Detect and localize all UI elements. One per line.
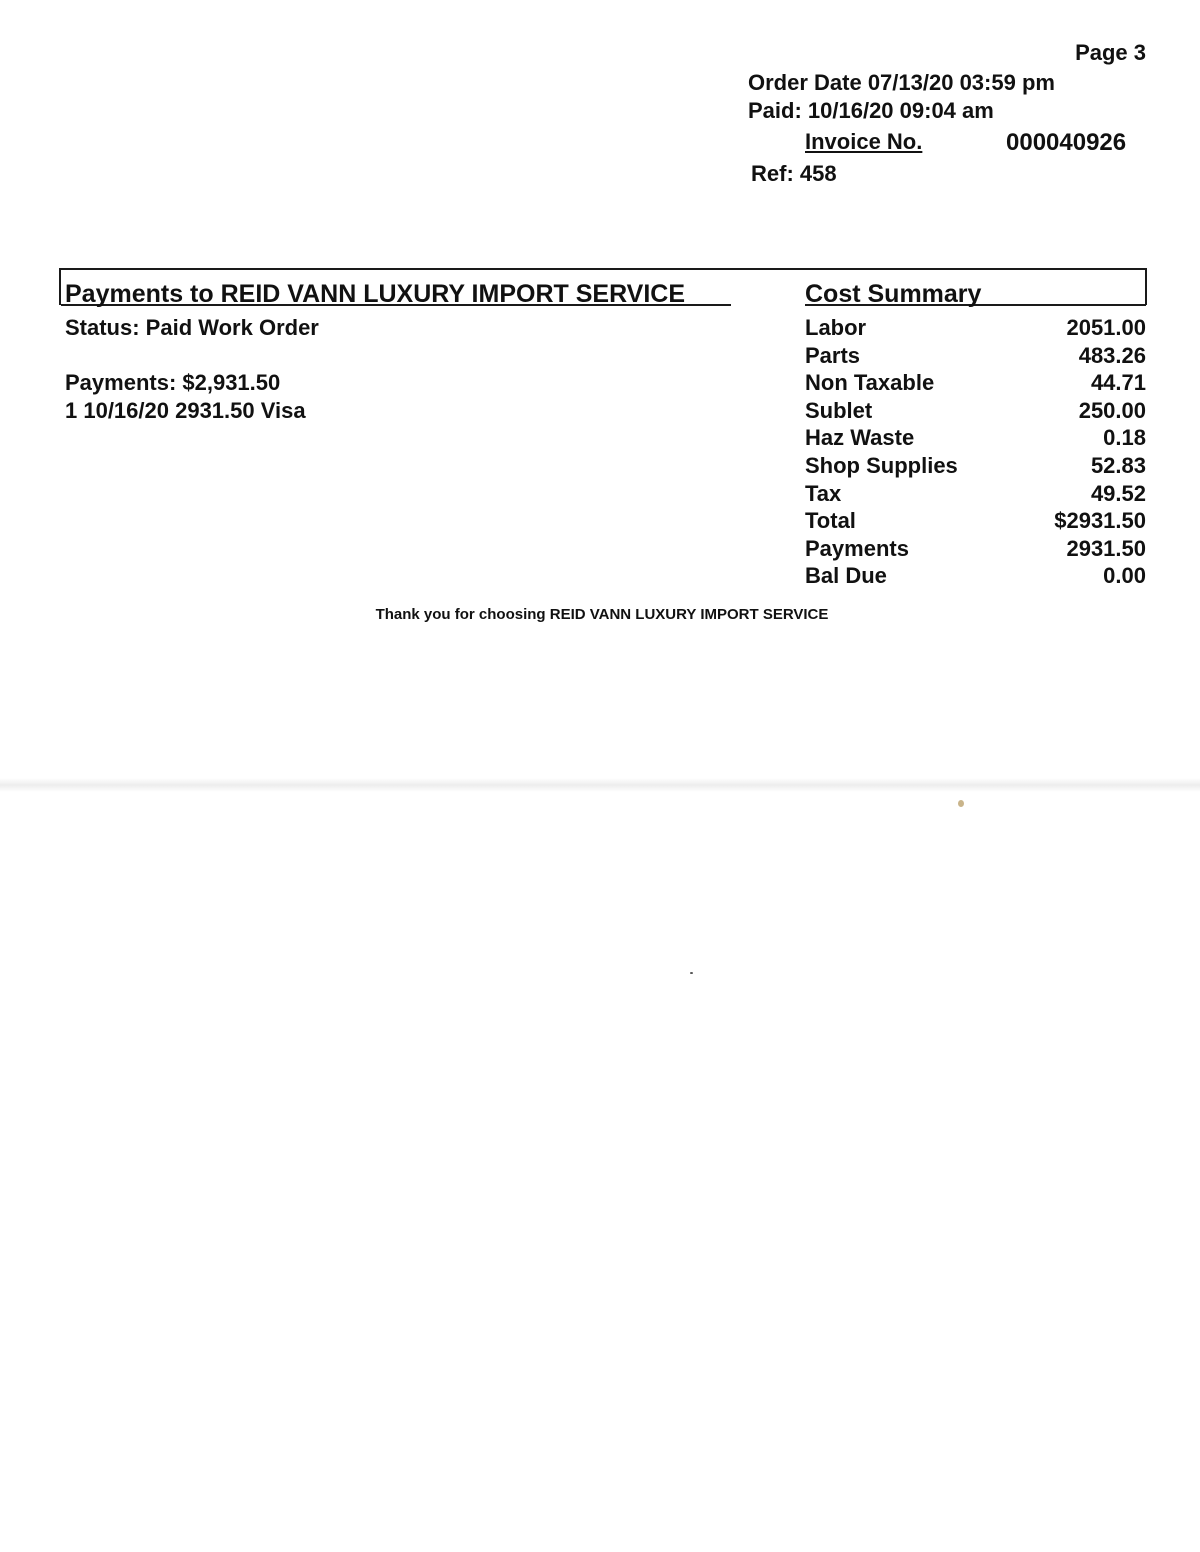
cost-value: 0.00 — [1103, 563, 1146, 589]
cost-value: 49.52 — [1090, 480, 1146, 506]
cost-label: Parts — [805, 342, 861, 368]
cost-label: Shop Supplies — [805, 452, 958, 478]
payments-heading: Payments to REID VANN LUXURY IMPORT SERVICE — [65, 280, 686, 308]
cost-row-labor — [805, 314, 1146, 342]
paid-date: Paid: 10/16/20 09:04 am — [748, 98, 994, 123]
cost-row-sublet — [805, 397, 1146, 425]
cost-value: 44.71 — [1090, 370, 1146, 396]
order-date: Order Date 07/13/20 03:59 pm — [748, 70, 1055, 95]
cost-label: Sublet — [805, 397, 873, 423]
cost-label: Bal Due — [805, 563, 887, 589]
cost-row-haz-waste — [805, 424, 1146, 452]
cost-row-non-taxable — [805, 369, 1146, 397]
cost-value: $2931.50 — [1054, 508, 1146, 534]
scan-speck — [690, 972, 693, 974]
cost-value: 2931.50 — [1066, 535, 1146, 561]
scan-speck — [958, 800, 964, 807]
cost-row-shop-supplies — [805, 452, 1146, 480]
invoice-number: 000040926 — [1006, 129, 1127, 156]
scan-streak — [0, 778, 1200, 792]
cost-value: 52.83 — [1090, 452, 1146, 478]
cost-row-total — [805, 507, 1146, 535]
page-number: Page 3 — [1075, 40, 1146, 65]
cost-label: Tax — [805, 480, 842, 506]
cost-value: 250.00 — [1078, 397, 1146, 423]
cost-label: Payments — [805, 535, 909, 561]
payment-line: 1 10/16/20 2931.50 Visa — [65, 398, 306, 423]
cost-row-tax — [805, 480, 1146, 508]
cost-row-balance-due — [805, 562, 1146, 590]
work-order-status: Status: Paid Work Order — [65, 315, 319, 340]
cost-label: Haz Waste — [805, 425, 915, 451]
cost-value: 483.26 — [1078, 342, 1146, 368]
cost-summary-heading: Cost Summary — [805, 280, 982, 308]
reference-number: Ref: 458 — [751, 161, 837, 186]
cost-label: Labor — [805, 315, 867, 340]
cost-row-parts — [805, 342, 1146, 370]
cost-summary-table — [805, 314, 1146, 590]
cost-value: 2051.00 — [1066, 315, 1146, 340]
payments-total: Payments: $2,931.50 — [65, 370, 281, 395]
cost-value: 0.18 — [1103, 425, 1146, 451]
cost-label: Non Taxable — [805, 370, 935, 396]
thank-you-note: Thank you for choosing REID VANN LUXURY IMPORT SERVICE — [375, 606, 829, 623]
cost-row-payments — [805, 535, 1146, 563]
invoice-label: Invoice No. — [805, 129, 923, 154]
cost-label: Total — [805, 508, 856, 534]
